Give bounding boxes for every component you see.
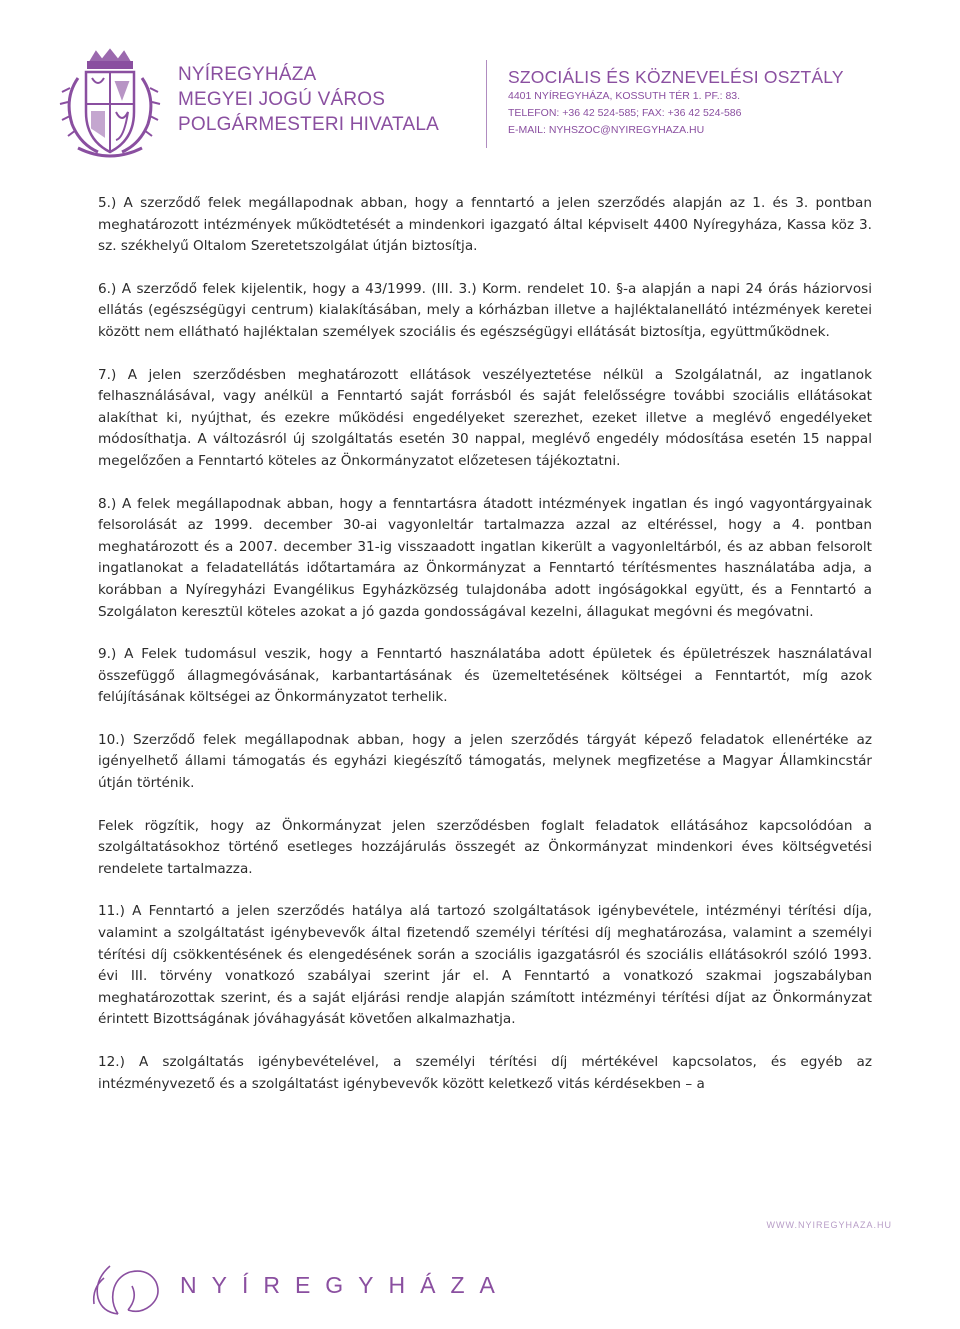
header-divider bbox=[486, 60, 487, 148]
org-line: POLGÁRMESTERI HIVATALA bbox=[178, 114, 439, 135]
document-body bbox=[98, 193, 872, 1116]
department-email: E-MAIL: NYHSZOC@NYIREGYHAZA.HU bbox=[508, 124, 705, 136]
paragraph-12: 12.) A szolgáltatás igénybevételével, a személyi térítési díj mértékével kapcsolatos, és egyéb az intézményvezető és a szolgáltatást igénybevevők között keletkező vitás kérdésekben – a bbox=[98, 1054, 872, 1092]
footer-website: WWW.NYIREGYHAZA.HU bbox=[766, 1220, 892, 1230]
department-block bbox=[508, 66, 844, 139]
organization-name bbox=[178, 62, 439, 137]
coat-of-arms-icon bbox=[58, 48, 162, 160]
paragraph-10: 10.) Szerződő felek megállapodnak abban, hogy a jelen szerződés tárgyát képező feladatok ellenértéke az igényelhető állami támogatás és egyházi kiegészítő támogatás, melynek megfizetése a Magyar Államkincstár útján történik. bbox=[98, 731, 872, 792]
footer-city-name: NYÍREGYHÁZA bbox=[180, 1272, 510, 1298]
city-logo-icon bbox=[88, 1258, 166, 1318]
paragraph-5: 5.) A szerződő felek megállapodnak abban, hogy a fenntartó a jelen szerződés alapján az 1. és 3. pontban meghatározott intézmények működtetését a mindenkori igazgató által képviselt 4400 Nyíregyháza, Kassa köz 3. sz. székhelyű Oltalom Szeretetszolgálat útján biztosítja. bbox=[98, 195, 872, 255]
paragraph-6: 6.) A szerződő felek kijelentik, hogy a 43/1999. (III. 3.) Korm. rendelet 10. §-a alapján a napi 24 órás háziorvosi ellátás (egészségügyi centrum) kialakításában, mely a kórházban illetve a hajléktalanellátó intézmények keretei között nem ellátható hajléktalan személyek szociális és egészségügyi ellátását biztosítja, együttműködnek. bbox=[98, 280, 872, 340]
department-phone: TELEFON: +36 42 524-585; FAX: +36 42 524-586 bbox=[508, 107, 742, 119]
org-line: MEGYEI JOGÚ VÁROS bbox=[178, 89, 386, 110]
paragraph-10-addendum: Felek rögzítik, hogy az Önkormányzat jelen szerződésben foglalt feladatok ellátásához kapcsolódóan a szolgáltatásokhoz történő esetleges hozzájárulás összegét az Önkormányzat mindenkori éves költségvetési rendelete tartalmazza. bbox=[98, 817, 872, 877]
paragraph-9: 9.) A Felek tudomásul veszik, hogy a Fenntartó használatába adott épületek és épületrészek használatával összefüggő állagmegóvásának, karbantartásának és üzemeltetésének költségei a Fenntartót, míg azok felújításának költségei az Önkormányzatot terhelik. bbox=[98, 646, 872, 706]
paragraph-11: 11.) A Fenntartó a jelen szerződés hatálya alá tartozó szolgáltatások igénybevétele, intézményi térítési díja, valamint a szolgáltatást igénybevevők által fizetendő személyi térítési díj meghatározása, valamint a személyi térítési díj csökkentésének és elengedésének során a szociális igazgatásról és szociális ellátásokról szóló 1993. évi III. törvény vonatkozó szabályai szerint jár el. A Fenntartó a vonatkozó szakmai jogszabályban meghatározottak szerint, és a saját eljárási rendje alapján számított intézményi térítési díjat az Önkormányzat érintett Bizottságának jóváhagyását követően alkalmazhatja. bbox=[98, 903, 872, 1028]
paragraph-8: 8.) A felek megállapodnak abban, hogy a fenntartásra átadott intézmények ingatlan és ingó vagyontárgyainak felsorolását az 1999. december 30-ai vagyonleltár tartalmazza azzal az eltéréssel, hogy a 4. pontban meghatározott és a 2007. december 31-ig visszaadott ingatlan kikerült a vagyonleltárból, és az abban felsorolt ingatlanokat a feladatellátás időtartamára az Önkormányzat a Fenntartó térítésmentes használatába adja, a korábban a Nyíregyházi Evangélikus Egyházközség tulajdonába adott ingóságokkal együtt, és a Fenntartó a Szolgálaton keresztül köteles azokat a jó gazda gondosságával kezelni, állagukat megóvni és megóvatni. bbox=[98, 495, 872, 620]
org-line: NYÍREGYHÁZA bbox=[178, 64, 317, 85]
department-title: SZOCIÁLIS ÉS KÖZNEVELÉSI OSZTÁLY bbox=[508, 67, 844, 87]
paragraph-7: 7.) A jelen szerződésben meghatározott ellátások veszélyeztetése nélkül a Szolgálatnál, az ingatlanok felhasználásával, vagy anélkül a Fenntartó saját forrásból és saját felelősségre további szociális ellátásokat alakíthat ki, nyújthat, és ezekre működési engedélyeket szerezhet, ezeket illetve a meglévő engedélyeket módosíthatja. A változásról új szolgáltatás esetén 30 nappal, meglévő engedély módosítása esetén 15 nappal megelőzően a Fenntartó köteles az Önkormányzatot előzetesen tájékoztatni. bbox=[98, 366, 872, 469]
department-address: 4401 NYÍREGYHÁZA, KOSSUTH TÉR 1. PF.: 83. bbox=[508, 90, 741, 102]
